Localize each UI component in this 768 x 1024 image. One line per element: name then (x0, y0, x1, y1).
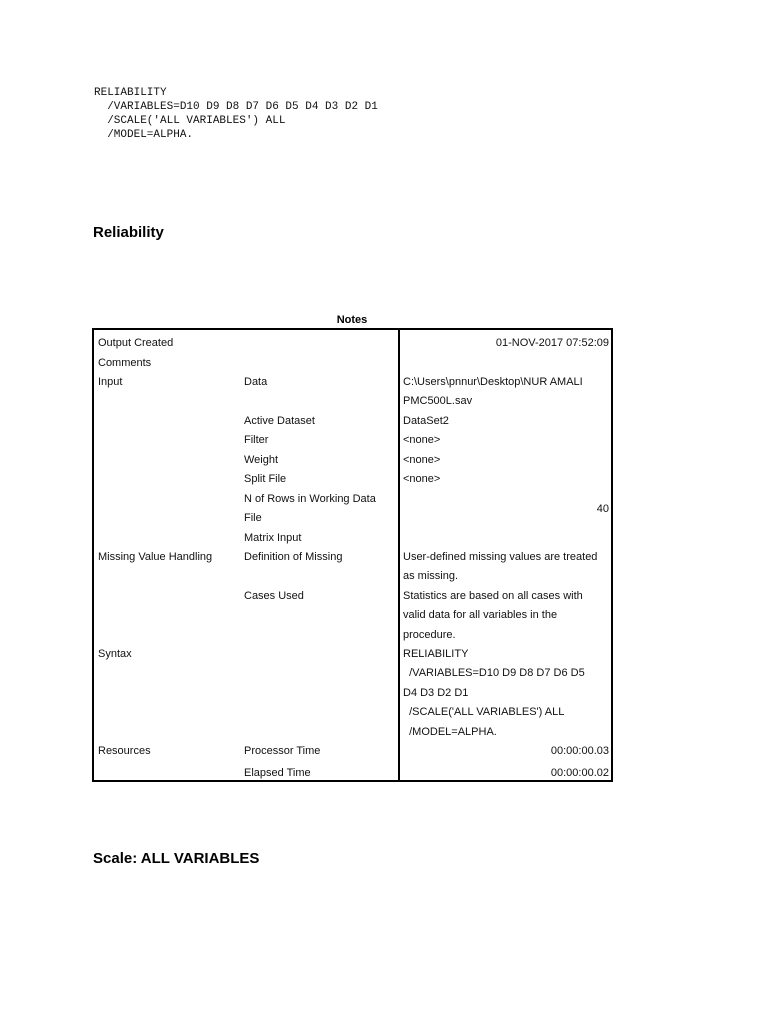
sub-label-matrix-input: Matrix Input (244, 532, 302, 544)
row-label-input: Input (98, 376, 123, 388)
value-cases-used: Statistics are based on all cases with valid data for all variables in the procedure. (403, 590, 583, 641)
value-split-file: <none> (403, 473, 441, 485)
value-filter: <none> (403, 434, 441, 446)
syntax-line: /SCALE('ALL VARIABLES') ALL (94, 115, 286, 127)
sub-label-processor-time: Processor Time (244, 745, 321, 757)
sub-label-definition-of-missing: Definition of Missing (244, 551, 343, 563)
syntax-block (94, 86, 378, 142)
notes-table-title: Notes (336, 314, 368, 326)
value-output-created: 01-NOV-2017 07:52:09 (495, 337, 609, 349)
value-elapsed-time: 00:00:00.02 (550, 767, 609, 779)
notes-table (92, 328, 613, 782)
row-label-output-created: Output Created (98, 337, 174, 349)
sub-label-elapsed-time: Elapsed Time (244, 767, 311, 779)
value-active-dataset: DataSet2 (403, 415, 449, 427)
syntax-line: RELIABILITY (94, 87, 167, 99)
sub-label-split-file: Split File (244, 473, 287, 485)
sub-label-active-dataset: Active Dataset (244, 415, 315, 427)
row-label-comments: Comments (98, 357, 152, 369)
row-label-syntax: Syntax (98, 648, 132, 660)
value-syntax: RELIABILITY /VARIABLES=D10 D9 D8 D7 D6 D5 D4 D3 D2 D1 /SCALE('ALL VARIABLES') ALL /MODEL=ALPHA. (403, 648, 585, 738)
value-weight: <none> (403, 454, 441, 466)
value-processor-time: 00:00:00.03 (550, 745, 609, 757)
scale-heading: Scale: ALL VARIABLES (93, 850, 260, 867)
sub-label-weight: Weight (244, 454, 279, 466)
syntax-line: /MODEL=ALPHA. (94, 129, 194, 141)
reliability-heading: Reliability (93, 224, 164, 241)
sub-label-filter: Filter (244, 434, 269, 446)
sub-label-n-rows: N of Rows in Working Data File (244, 493, 376, 525)
row-label-missing-value-handling: Missing Value Handling (98, 551, 213, 563)
column-divider (398, 330, 400, 780)
sub-label-data: Data (244, 376, 268, 388)
sub-label-cases-used: Cases Used (244, 590, 304, 602)
value-n-rows: 40 (596, 503, 609, 515)
syntax-line: /VARIABLES=D10 D9 D8 D7 D6 D5 D4 D3 D2 D1 (94, 101, 378, 113)
value-data-path: C:\Users\pnnur\Desktop\NUR AMALI PMC500L.sav (403, 376, 583, 408)
row-label-resources: Resources (98, 745, 151, 757)
value-definition-of-missing: User-defined missing values are treated as missing. (403, 551, 598, 583)
